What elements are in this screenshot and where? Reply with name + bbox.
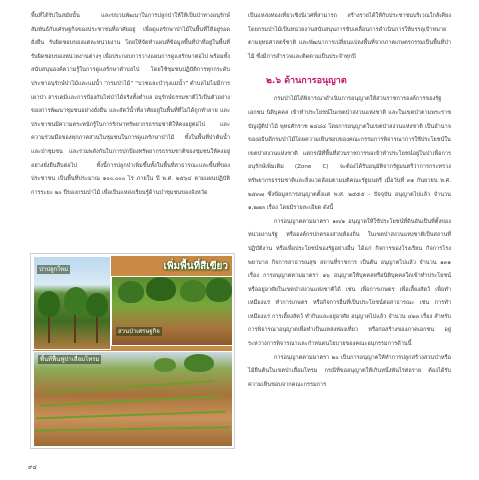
photo-collage [31, 254, 234, 448]
figure-caption: เพิ่มพื้นที่สีเขียว [163, 261, 228, 272]
permit-paragraph-1: กรมป่าไม้ได้พิจารณาดำเนินการอนุญาตให้ส่วนราชการองค์การของรัฐ เอกชน นิติบุคคล เข้าทำประโยชน์ในเขตป่าสงวนแห่งชาติ และในเขตป่าตามพระราชบัญญัติป่าไม้ พุทธศักราช ๒๔๘๔ โดยการอนุญาตในเขตป่าสงวนแห่งชาติ เป็นอำนาจของอธิบดีกรมป่าไม้โดยความเห็นชอบของคณะกรรมการพิจารณาการใช้ประโยชน์ในเขตป่าสงวนแห่งชาติ แต่กรณีที่พื้นที่ส่วนราชการขอเข้าทำประโยชน์อยู่ในป่าเพื่อการอนุรักษ์เพิ่มเติม (Zone C) จะต้องได้รับอนุมัติจากรัฐมนตรีว่าการกระทรวงทรัพยากรธรรมชาติและสิ่งแวดล้อมตามมติคณะรัฐมนตรี เมื่อวันที่ ๓๑ กันยายน พ.ศ. ๒๕๓๗ ซึ่งข้อมูลการอนุญาตตั้งแต่ พ.ศ. ๒๕๕๕ - ปัจจุบัน อนุญาตไปแล้ว จำนวน ๑,๒๗๓ เรื่อง โดยมีรายละเอียด ดังนี้ [248, 96, 451, 212]
photo-label-2: สวนป่าเศรษฐกิจ [118, 328, 160, 335]
right-intro-paragraph: เป็นแหล่งท่องเที่ยวเชิงนิเวศที่สามารถ สร้างรายได้ให้กับประชาชนบริเวณใกล้เคียง โดยกรมป่าไม้เป็นหน่วยงานสนับสนุนการขับเคลื่อนการดำเนินการให้บรรลุเป้าหมายตามยุทธศาสตร์ชาติ และพัฒนาการเปลี่ยนแปลงพื้นที่จากภาคเกษตรกรรมเป็นพื้นที่ป่าไม้ ซึ่งมีการสำรวจและติดตามเป็นประจำทุกปี [248, 13, 451, 60]
permit-paragraph-3: การอนุญาตตามมาตรา ๒๐ เป็นการอนุญาตให้ทำการปลูกสร้างสวนป่าหรือไม้ยืนต้นในเขตป่าเสื่อมโทรม กรณีที่ขออนุญาตให้เกินหนึ่งพันไร่ต่อราย ต้องได้รับความเห็นชอบจากคณะกรรมการ [248, 354, 451, 388]
section-title: ๒.๖ ด้านการอนุญาต [266, 76, 347, 87]
left-text-column [31, 10, 230, 200]
photo-label-1: ป่าปลูกใหม่ [39, 266, 69, 273]
photo-restoration-area [33, 351, 234, 448]
right-text-column [248, 10, 451, 392]
page-number: ๙๔ [28, 464, 37, 471]
photo-young-forest [33, 256, 111, 350]
left-paragraph: พื้นที่ได้รับในสมัยนั้น และขบวนพัฒนาในการปลูกป่าให้ให้เป็นป่าทางอนุรักษ์ สัมพันธ์กับเศรษฐกิจของประชาชนที่อาศัยอยู่ เพื่อดูแลรักษาป่าไม้ในพื้นที่ให้อยู่รอดยั่งยืน รับผิดชอบของแต่ละหน่วยงาน โดยให้จัดทำแผนที่ข้อมูลพื้นที่ป่าที่อยู่ในพื้นที่รับผิดชอบของหน่วยงานต่างๆ เพื่อประกอบการวางแผนการดูแลรักษาต่อไป พร้อมทั้งสนับสนุนองค์ความรู้ในการดูแลรักษาตำบลไป โดยใช้ชุมชนปฏิบัติการทุกกระดับประชาอนุรักษ์ป่าไม้และแม่น้ำ “กรมป่าไม้” “บวชและบำรุงแม่น้ำ” ตำบลไม่ไม่มีการเผาป่า สารเคมีและการป้องกันไฟป่าได้จริงทั้งตำบล อนุรักษ์ธรรมชาติไว้เป็นตัวอย่างของการพัฒนาชุมชนอย่างยั่งยืน และสัตว์น้ำที่อาศัยอยู่ในพื้นที่ที่ไม่ได้ถูกทำลาย และประชาชนมีความตระหนักรู้ในการรักษาทรัพยากรธรรมชาติให้คงอยู่ต่อไป และความร่วมมือของทุกภาคส่วนในชุมชนในการดูแลรักษาป่าไม้ ทั้งในพื้นที่ป่าต้นน้ำและป่าชุมชน และรวมพลังกันในการปกป้องทรัพยากรธรรมชาติของชุมชนให้คงอยู่อย่างยั่งยืนสืบต่อไป ทั้งนี้การปลูกป่าเพิ่มขึ้นทั้งในพื้นที่สาธารณะและพื้นที่ของประชาชน เป็นพื้นที่ประมาณ ๑๐๐,๐๐๐ ไร่ ภายใน ปี พ.ศ. ๒๕๖๔ ตามแผนปฏิบัติการระยะ ๒๐ ปีของกรมป่าไม้ เพื่อเป็นแหล่งเรียนรู้ด้านป่าชุมชนของจังหวัด [31, 13, 230, 196]
photo-plantation [111, 276, 234, 346]
permit-paragraph-2: การอนุญาตตามมาตรา ๑๓/๑ อนุญาตให้ใช้ประโยชน์ที่ดินอันเป็นที่ตั้งของหน่วยงานรัฐ หรือองค์กรปกครองส่วนท้องถิ่น ในเขตป่าสงวนแห่งชาติเป็นสถานที่ปฏิบัติงาน หรือเพื่อประโยชน์ของรัฐอย่างอื่น ได้แก่ กิจการของโรงเรียน กิจการโรงพยาบาล กิจการสาธารณสุข สถานที่ราชการ เป็นต้น อนุญาตไปแล้ว จำนวน ๑๓๑ เรื่อง การอนุญาตตามมาตรา ๑๖ อนุญาตให้บุคคลหรือนิติบุคคลใดเข้าทำประโยชน์หรืออยู่อาศัยในเขตป่าสงวนแห่งชาติได้ เช่น เพื่อการเกษตร เพื่อเลี้ยงสัตว์ เพื่อทำเหมืองแร่ ทำการเกษตร หรือกิจการอื่นที่เป็นประโยชน์ต่อสาธารณะ เช่น การทำเหมืองแร่ การเลี้ยงสัตว์ ทำกินและอยู่อาศัย อนุญาตไปแล้ว จำนวน ๔๑๓ เรื่อง สำหรับการพิจารณาอนุญาตเพื่อทำเป็นแหล่งท่องเที่ยว หรือก่อสร้างของภาคเอกชน อยู่ระหว่างการพิจารณาและกำหนดนโยบายของคณะอนุกรรมการด้านนี้ [248, 218, 451, 348]
photo-label-3: พื้นที่ฟื้นฟูป่าเสื่อมโทรม [40, 356, 100, 363]
